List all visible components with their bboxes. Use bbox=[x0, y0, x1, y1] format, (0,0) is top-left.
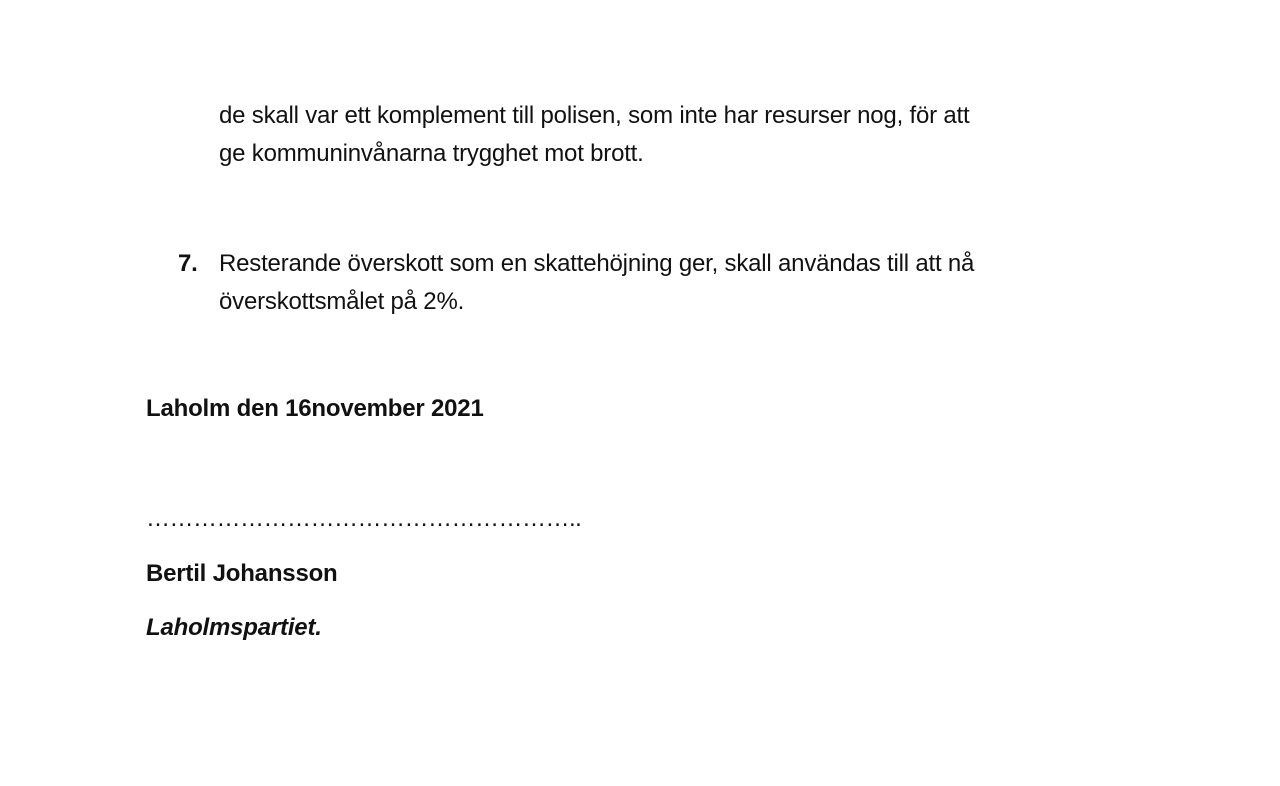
paragraph-line: ge kommuninvånarna trygghet mot brott. bbox=[219, 140, 644, 167]
signer-name: Bertil Johansson bbox=[146, 560, 338, 587]
place-and-date: Laholm den 16november 2021 bbox=[146, 395, 484, 422]
list-item-line: överskottsmålet på 2%. bbox=[219, 288, 465, 315]
continued-paragraph bbox=[219, 97, 1139, 173]
list-item-text bbox=[219, 245, 1139, 321]
paragraph-line: de skall var ett komplement till polisen, som inte har resurser nog, för att bbox=[219, 102, 970, 129]
party-name: Laholmspartiet. bbox=[146, 614, 322, 641]
list-item-number: 7. bbox=[178, 250, 198, 277]
signature-line: ……………………………………………….. bbox=[146, 505, 582, 532]
list-item-line: Resterande överskott som en skattehöjning ger, skall användas till att nå bbox=[219, 250, 975, 277]
